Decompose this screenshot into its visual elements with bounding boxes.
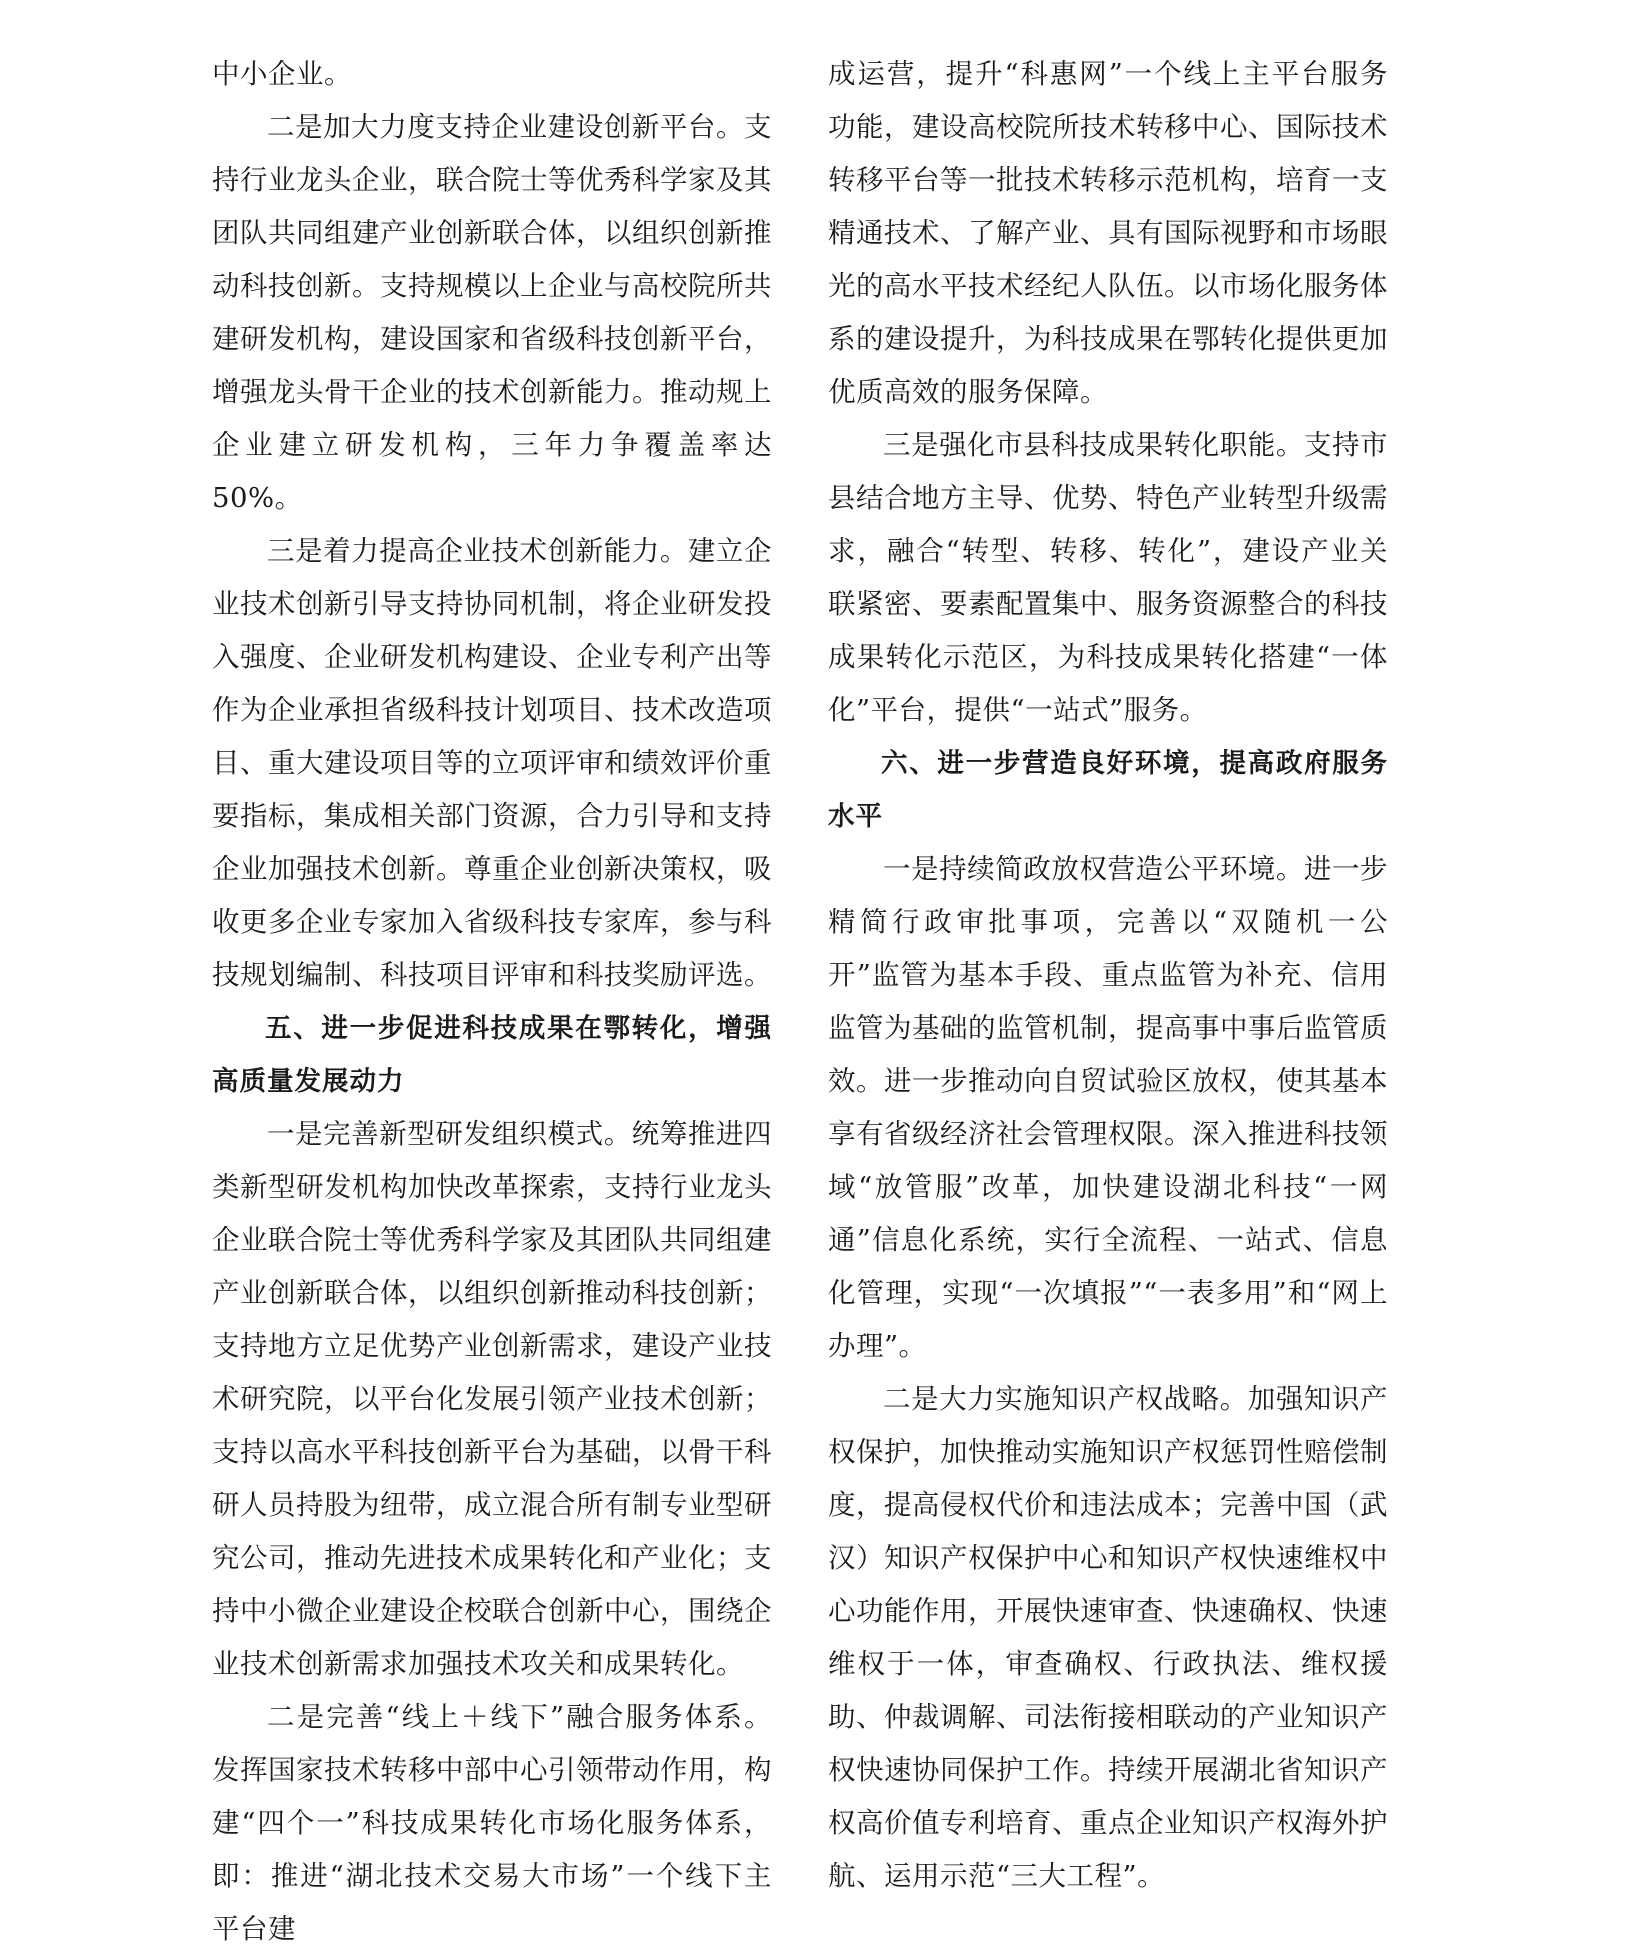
paragraph: 三是强化市县科技成果转化职能。支持市县结合地方主导、优势、特色产业转型升级需求，融合“转型、转移、转化”，建设产业关联紧密、要素配置集中、服务资源整合的科技成果转化示范区，为科技成果转化搭建“一体化”平台，提供“一站式”服务。	[828, 429, 1388, 726]
left-column	[212, 48, 772, 1956]
paragraph: 二是大力实施知识产权战略。加强知识产权保护，加快推动实施知识产权惩罚性赔偿制度，提高侵权代价和违法成本；完善中国（武汉）知识产权保护中心和知识产权快速维权中心功能作用，开展快速审查、快速确权、快速维权于一体，审查确权、行政执法、维权援助、仲裁调解、司法衔接相联动的产业知识产权快速协同保护工作。持续开展湖北省知识产权高价值专利培育、重点企业知识产权海外护航、运用示范“三大工程”。	[828, 1383, 1388, 1892]
paragraph: 一是持续简政放权营造公平环境。进一步精简行政审批事项，完善以“双随机一公开”监管为基本手段、重点监管为补充、信用监管为基础的监管机制，提高事中事后监管质效。进一步推动向自贸试验区放权，使其基本享有省级经济社会管理权限。深入推进科技领域“放管服”改革，加快建设湖北科技“一网通”信息化系统，实行全流程、一站式、信息化管理，实现“一次填报”“一表多用”和“网上办理”。	[828, 853, 1388, 1362]
paragraph-continued: 中小企业。	[212, 58, 352, 90]
paragraph: 一是完善新型研发组织模式。统筹推进四类新型研发机构加快改革探索，支持行业龙头企业联合院士等优秀科学家及其团队共同组建产业创新联合体，以组织创新推动科技创新；支持地方立足优势产业创新需求，建设产业技术研究院，以平台化发展引领产业技术创新；支持以高水平科技创新平台为基础，以骨干科研人员持股为纽带，成立混合所有制专业型研究公司，推动先进技术成果转化和产业化；支持中小微企业建设企校联合创新中心，围绕企业技术创新需求加强技术攻关和成果转化。	[212, 1118, 772, 1680]
section-heading-5: 五、进一步促进科技成果在鄂转化，增强高质量发展动力	[212, 1013, 772, 1097]
paragraph-continued: 成运营，提升“科惠网”一个线上主平台服务功能，建设高校院所技术转移中心、国际技术转移平台等一批技术转移示范机构，培育一支精通技术、了解产业、具有国际视野和市场眼光的高水平技术经纪人队伍。以市场化服务体系的建设提升，为科技成果在鄂转化提供更加优质高效的服务保障。	[828, 58, 1388, 408]
paragraph: 二是完善“线上＋线下”融合服务体系。发挥国家技术转移中部中心引领带动作用，构建“四个一”科技成果转化市场化服务体系，即：推进“湖北技术交易大市场”一个线下主平台建	[212, 1701, 772, 1945]
paragraph: 二是加大力度支持企业建设创新平台。支持行业龙头企业，联合院士等优秀科学家及其团队共同组建产业创新联合体，以组织创新推动科技创新。支持规模以上企业与高校院所共建研发机构，建设国家和省级科技创新平台，增强龙头骨干企业的技术创新能力。推动规上企业建立研发机构，三年力争覆盖率达 50%。	[212, 111, 772, 514]
section-heading-6: 六、进一步营造良好环境，提高政府服务水平	[828, 748, 1388, 832]
right-column	[828, 48, 1388, 1903]
paragraph: 三是着力提高企业技术创新能力。建立企业技术创新引导支持协同机制，将企业研发投入强度、企业研发机构建设、企业专利产出等作为企业承担省级科技计划项目、技术改造项目、重大建设项目等的立项评审和绩效评价重要指标，集成相关部门资源，合力引导和支持企业加强技术创新。尊重企业创新决策权，吸收更多企业专家加入省级科技专家库，参与科技规划编制、科技项目评审和科技奖励评选。	[212, 535, 772, 991]
